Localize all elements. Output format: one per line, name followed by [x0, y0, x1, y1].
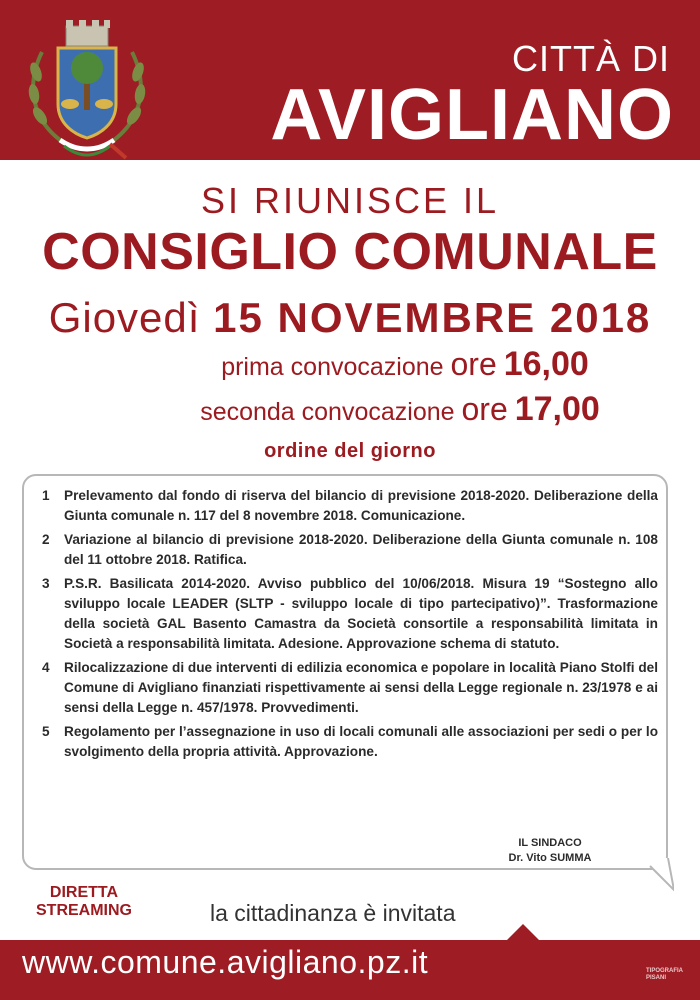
- footer-tab-notch: [505, 924, 541, 942]
- agenda-item-number: 5: [42, 724, 50, 739]
- printer-logo: [646, 968, 683, 982]
- printer-line1: TIPOGRAFIA: [646, 968, 683, 974]
- first-call-ore: ore: [450, 346, 497, 382]
- agenda-item-text: Rilocalizzazione di due interventi di edilizia economica e popolare in località Piano Stolfi del Comune di Avigliano finanziati rispettivamente ai sensi della Legge regionale n. 23/1978 e ai sensi della Legge n. 457/1978. Provvedimenti.: [64, 660, 658, 715]
- website-link[interactable]: www.comune.avigliano.pz.it: [22, 944, 429, 980]
- meeting-date: [0, 294, 700, 342]
- agenda-item: [38, 658, 658, 718]
- second-call: [50, 390, 700, 429]
- printer-line2: PISANI: [646, 975, 667, 981]
- agenda-title: ordine del giorno: [264, 440, 436, 462]
- second-call-label: seconda convocazione: [200, 398, 455, 426]
- city-prefix: CITTÀ DI: [512, 38, 670, 79]
- second-call-time: 17,00: [514, 390, 600, 428]
- streaming-line1: DIRETTA: [49, 884, 119, 901]
- agenda-item-text: Variazione al bilancio di previsione 2018-2020. Deliberazione della Giunta comunale n. 108 del 11 ottobre 2018. Ratifica.: [64, 532, 658, 567]
- announcement-title: CONSIGLIO COMUNALE: [42, 223, 658, 281]
- agenda-item-number: 2: [42, 532, 50, 547]
- agenda-item: [38, 530, 658, 570]
- agenda-item-number: 4: [42, 660, 50, 675]
- agenda-item: [38, 574, 658, 654]
- streaming-badge: [36, 884, 132, 920]
- agenda-item: [38, 486, 658, 526]
- first-call: [55, 345, 700, 384]
- first-call-time: 16,00: [503, 345, 589, 383]
- agenda-item-text: Prelevamento dal fondo di riserva del bilancio di previsione 2018-2020. Deliberazione della Giunta comunale n. 117 del 8 novembre 2018. Comunicazione.: [64, 488, 658, 523]
- city-name: AVIGLIANO: [270, 75, 674, 155]
- agenda-item-number: 3: [42, 576, 50, 591]
- agenda-list: [38, 486, 658, 766]
- announcement-line1: SI RIUNISCE IL: [200, 180, 500, 221]
- agenda-item-number: 1: [42, 488, 50, 503]
- second-call-ore: ore: [461, 391, 508, 427]
- streaming-line2: STREAMING: [36, 902, 132, 919]
- agenda-item-text: Regolamento per l’assegnazione in uso di locali comunali alle associazioni per sedi o per lo svolgimento della propria attività. Approvazione.: [64, 724, 658, 759]
- meeting-date-value: 15 NOVEMBRE 2018: [213, 294, 652, 341]
- city-crest: [22, 12, 152, 162]
- mayor-title: IL SINDACO: [518, 837, 582, 849]
- invitation-text: la cittadinanza è invitata: [210, 900, 456, 926]
- mayor-name: Dr. Vito SUMMA: [508, 852, 592, 864]
- meeting-weekday: Giovedì: [48, 294, 201, 341]
- speech-bubble-tail: [640, 858, 674, 892]
- agenda-item-text: P.S.R. Basilicata 2014-2020. Avviso pubblico del 10/06/2018. Misura 19 “Sostegno allo sviluppo locale LEADER (SLTP - sviluppo locale di tipo partecipativo)”. Trasformazione della società GAL Basento Camastra da Società consortile a responsabilità limitata in Società a responsabilità limitata. Adesione. Approvazione schema di statuto.: [64, 576, 658, 651]
- first-call-label: prima convocazione: [221, 353, 444, 381]
- mayor-signature: [470, 836, 630, 866]
- agenda-item: [38, 722, 658, 762]
